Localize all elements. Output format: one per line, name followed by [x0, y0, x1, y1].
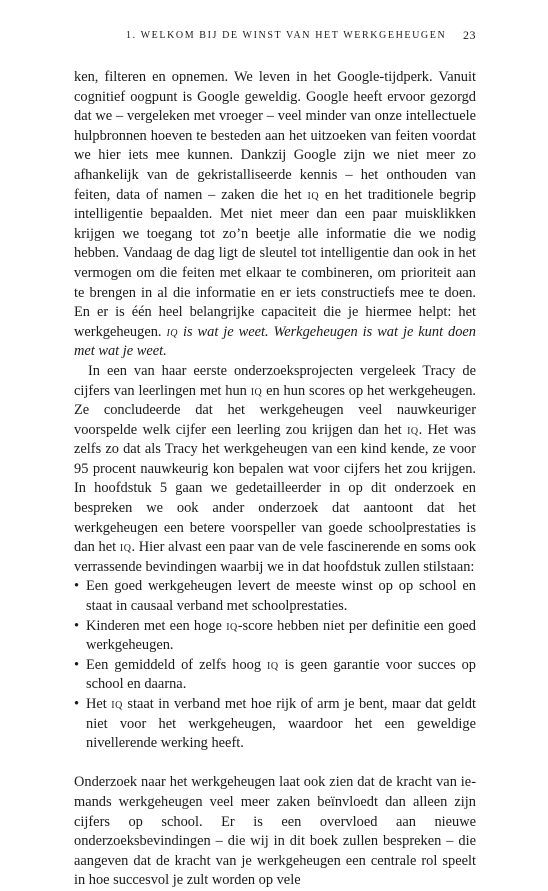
- list-item: [74, 656, 476, 695]
- paragraph-1: [74, 68, 476, 362]
- list-item-text: Kinderen met een hoge: [86, 617, 227, 634]
- bullet-icon: •: [74, 617, 80, 634]
- findings-list: [74, 577, 476, 753]
- list-item-text: Een goed werkgeheugen levert de meeste winst op op school en staat in causaal verband met schoolprestaties.: [86, 578, 476, 615]
- page-number: 23: [463, 28, 476, 42]
- bullet-icon: •: [74, 696, 80, 712]
- iq-abbreviation: iq: [166, 323, 179, 340]
- bullet-icon: •: [74, 656, 80, 673]
- list-item: [74, 617, 476, 656]
- list-item: [74, 577, 476, 616]
- body-text: [74, 68, 476, 891]
- paragraph-1-text-a: ken, filteren en opnemen. We leven in het Google-tijdperk. Vanuit cognitief oogpunt is Google geweldig. Google heeft ervoor gezorgd dat we – vergeleken met vroeger – veel minder van onze intellectuele hulpbronnen hoeven te besteden aan het uitzoeken van feiten voordat we hier iets mee kunnen. Dankzij Google zijn we niet meer zo afhankelijk van de gekristalliseerde kennis – het onthouden van feiten, data of namen – zaken die het: [74, 69, 476, 203]
- chapter-title: 1. WELKOM BIJ DE WINST VAN HET WERKGEHEUGEN: [126, 30, 447, 41]
- paragraph-2-text-c: . Het was zelfs zo dat als Tracy het werkgeheugen van een kind kende, ze voor 95 procent nauwkeurig kon bepalen wat voor cijfers het zou krijgen. In hoofdstuk 5 gaan we gedetailleerder in op dit onderzoek en bespreken we ook ander onderzoek dat aantoont dat het werkgeheugen een betere voorspeller van goede schoolprestaties is dan het: [74, 421, 476, 556]
- list-item-text: Een gemiddeld of zelfs hoog: [86, 656, 268, 673]
- iq-abbreviation: iq: [307, 186, 320, 203]
- paragraph-2: [74, 362, 476, 578]
- iq-abbreviation: iq: [250, 382, 263, 399]
- iq-abbreviation: iq: [119, 539, 132, 556]
- paragraph-2-text-b: en hun scores op het werkgeheugen. Ze concludeerde dat het werkgeheugen veel nauwkeuriger voorspelde welk cijfer een leerling zou krijgen dan het: [74, 382, 476, 438]
- iq-abbreviation: iq: [226, 617, 238, 634]
- bullet-icon: •: [74, 578, 80, 595]
- paragraph-3: Onderzoek naar het werkgeheugen laat ook zien dat de kracht van iemands werkgeheugen veel meer zaken beïnvloedt dan alleen zijn cijfers op school. Er is een overvloed aan nieuwe onderzoeksbevindingen – die wij in dit boek zullen bespreken – die aangeven dat de kracht van je werkgeheugen een centrale rol speelt in hoe succesvol je zult worden op vele: [74, 774, 476, 889]
- paragraph-2-text-d: . Hier alvast een paar van de vele fascinerende en soms ook verrassende bevindingen waarbij we in dat hoofdstuk zullen stilstaan:: [74, 539, 476, 575]
- list-item-text: staat in verband met hoe rijk of arm je bent, maar dat geldt niet voor het werkgeheugen, waardoor het een geweldige nivellerende werking heeft.: [86, 696, 476, 752]
- list-item: [74, 695, 476, 754]
- list-item-text: is geen garantie voor succes op school en daarna.: [86, 656, 476, 693]
- section-gap: [74, 754, 476, 774]
- list-item-text: -score hebben niet per definitie een goed werkgeheugen.: [86, 617, 476, 654]
- paragraph-1-text-b: en het traditionele begrip intelligentie bepaalden. Met niet meer dan een paar muisklikken krijgen we toegang tot zo’n beetje alle informatie die we nodig hebben. Vandaag de dag ligt de sleutel tot intelligentie dan ook in het vermogen om die feiten met elkaar te combineren, om prioriteit aan te brengen in al die informatie en er iets constructiefs mee te doen. En er is één heel belangrijke capaciteit die je hiermee helpt: het werkgeheugen.: [74, 186, 476, 340]
- iq-abbreviation: iq: [407, 421, 419, 438]
- running-head: [74, 28, 476, 46]
- paragraph-2-text-a: In een van haar eerste onderzoeksprojecten vergeleek Tracy de cijfers van leerlingen met hun: [74, 362, 476, 399]
- paragraph-1-italic-text: is wat je weet. Werkgeheugen is wat je kunt doen met wat je weet.: [74, 323, 476, 360]
- iq-abbreviation: iq: [267, 656, 279, 673]
- iq-abbreviation: iq: [111, 696, 123, 712]
- list-item-text: Het: [86, 696, 112, 712]
